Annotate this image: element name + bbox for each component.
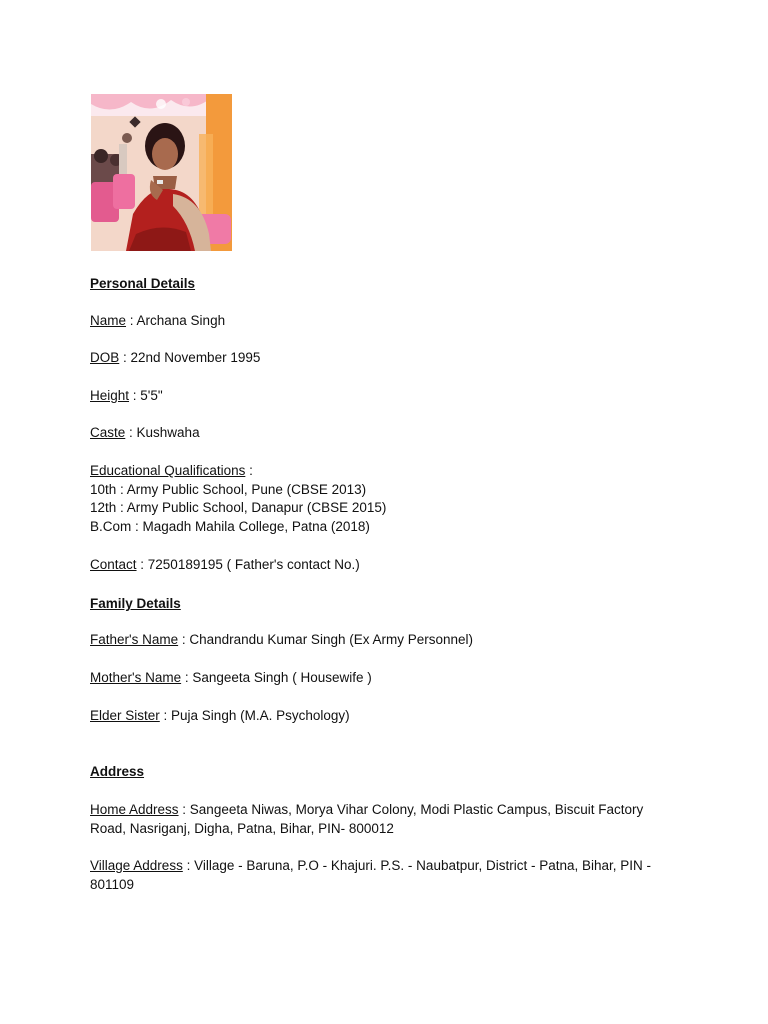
village-address-value: : Village - Baruna, P.O - Khajuri. P.S. - Naubatpur, District - Patna, Bihar, PIN - 801109 bbox=[90, 858, 652, 892]
height-row bbox=[90, 387, 163, 405]
education-label: Educational Qualifications bbox=[90, 463, 246, 478]
home-address bbox=[90, 800, 680, 838]
sister-label: Elder Sister bbox=[90, 708, 160, 723]
father-value: : Chandrandu Kumar Singh (Ex Army Personnel) bbox=[178, 632, 473, 647]
dob-row bbox=[90, 349, 260, 367]
mother-label: Mother's Name bbox=[90, 670, 182, 685]
family-details-heading: Family Details bbox=[90, 596, 181, 611]
village-address-label: Village Address bbox=[90, 858, 183, 873]
name-row bbox=[90, 312, 225, 330]
height-label: Height bbox=[90, 388, 130, 403]
education-item: B.Com : Magadh Mahila College, Patna (2018) bbox=[90, 519, 370, 534]
personal-details-heading: Personal Details bbox=[90, 276, 196, 291]
dob-label: DOB bbox=[90, 350, 120, 365]
education-row bbox=[90, 462, 253, 480]
profile-photo bbox=[91, 94, 232, 251]
caste-row bbox=[90, 424, 200, 442]
village-address bbox=[90, 856, 680, 894]
sister-row bbox=[90, 707, 350, 725]
education-item: 12th : Army Public School, Danapur (CBSE 2015) bbox=[90, 500, 387, 515]
address-heading: Address bbox=[90, 764, 145, 779]
name-value: : Archana Singh bbox=[126, 313, 226, 328]
mother-row bbox=[90, 669, 372, 687]
name-label: Name bbox=[90, 313, 127, 328]
father-label: Father's Name bbox=[90, 632, 179, 647]
education-suffix: : bbox=[245, 463, 253, 478]
home-address-label: Home Address bbox=[90, 802, 179, 817]
contact-value: : 7250189195 ( Father's contact No.) bbox=[136, 557, 360, 572]
mother-value: : Sangeeta Singh ( Housewife ) bbox=[181, 670, 372, 685]
contact-row bbox=[90, 556, 360, 574]
education-item: 10th : Army Public School, Pune (CBSE 2013) bbox=[90, 482, 367, 497]
contact-label: Contact bbox=[90, 557, 137, 572]
dob-value: : 22nd November 1995 bbox=[119, 350, 261, 365]
caste-value: : Kushwaha bbox=[125, 425, 200, 440]
height-value: : 5'5" bbox=[129, 388, 163, 403]
caste-label: Caste bbox=[90, 425, 126, 440]
father-row bbox=[90, 631, 473, 649]
home-address-value: : Sangeeta Niwas, Morya Vihar Colony, Modi Plastic Campus, Biscuit Factory Road, Nasriganj, Digha, Patna, Bihar, PIN- 800012 bbox=[90, 802, 644, 836]
sister-value: : Puja Singh (M.A. Psychology) bbox=[159, 708, 350, 723]
